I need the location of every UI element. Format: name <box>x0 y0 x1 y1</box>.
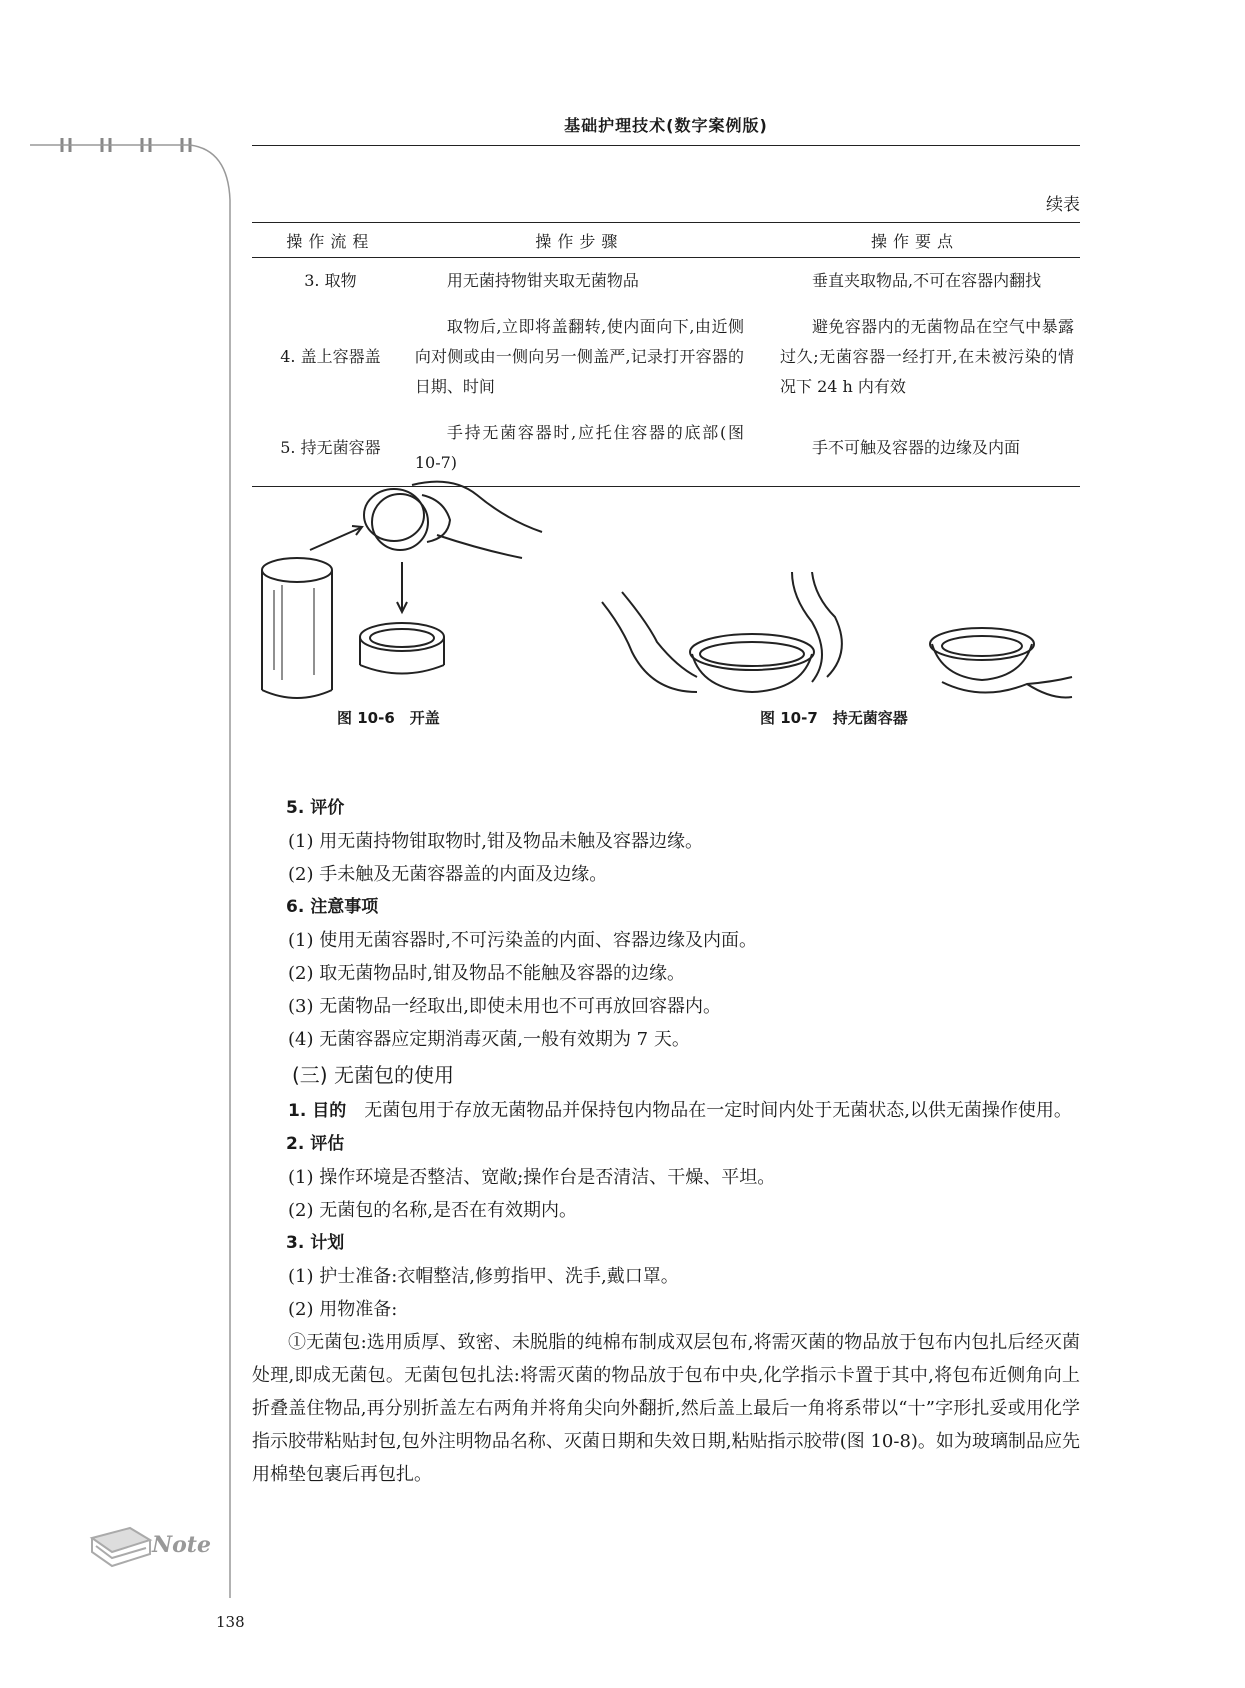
page-number: 138 <box>216 1613 245 1631</box>
table-row <box>252 258 1080 305</box>
column-header: 操作要点 <box>750 223 1080 258</box>
table-cell-step: 取物后,立即将盖翻转,使内面向下,由近侧向对侧或由一侧向另一侧盖严,记录打开容器的日期、时间 <box>414 317 744 396</box>
running-title: 基础护理技术(数字案例版) <box>564 116 768 135</box>
list-item: (1) 使用无菌容器时,不可污染盖的内面、容器边缘及内面。 <box>288 930 757 951</box>
hold-container-illustration <box>597 572 1077 722</box>
figure-caption: 图 10-6 开盖 <box>337 709 440 727</box>
paragraph <box>252 1094 1080 1128</box>
procedure-table <box>252 222 1080 487</box>
open-lid-illustration <box>252 480 572 710</box>
list-item: (2) 用物准备: <box>288 1299 398 1320</box>
list-item: (2) 无菌包的名称,是否在有效期内。 <box>288 1200 577 1221</box>
list-item: (1) 护士准备:衣帽整洁,修剪指甲、洗手,戴口罩。 <box>288 1266 679 1287</box>
table-cell-process: 5. 持无菌容器 <box>252 410 409 487</box>
body-text <box>252 792 1080 1491</box>
column-header: 操作流程 <box>252 223 409 258</box>
list-item: (3) 无菌物品一经取出,即使未用也不可再放回容器内。 <box>288 996 721 1017</box>
table-cell-key: 垂直夹取物品,不可在容器内翻找 <box>811 271 1042 290</box>
figure-caption: 图 10-7 持无菌容器 <box>760 709 908 727</box>
section-heading: 6. 注意事项 <box>286 897 379 917</box>
table-cell-process: 4. 盖上容器盖 <box>280 347 381 366</box>
margin-decoration <box>0 0 240 1688</box>
table-cell-key: 手不可触及容器的边缘及内面 <box>750 410 1080 487</box>
table-row <box>252 410 1080 487</box>
table-continued-label: 续表 <box>1046 195 1080 215</box>
paragraph-text: 无菌包用于存放无菌物品并保持包内物品在一定时间内处于无菌状态,以供无菌操作使用。 <box>346 1100 1072 1121</box>
table-cell-step: 手持无菌容器时,应托住容器的底部(图 10-7) <box>409 410 750 487</box>
list-item: (1) 操作环境是否整洁、宽敞;操作台是否清洁、干燥、平坦。 <box>288 1167 776 1188</box>
book-icon <box>92 1528 150 1566</box>
section-heading: 2. 评估 <box>286 1134 345 1154</box>
list-item: (1) 用无菌持物钳取物时,钳及物品未触及容器边缘。 <box>288 831 703 852</box>
list-item: (2) 取无菌物品时,钳及物品不能触及容器的边缘。 <box>288 963 685 984</box>
table-cell-key: 避免容器内的无菌物品在空气中暴露过久;无菌容器一经打开,在未被污染的情况下 24 h 内有效 <box>779 317 1074 396</box>
section-heading: 3. 计划 <box>286 1233 345 1253</box>
paragraph: ①无菌包:选用质厚、致密、未脱脂的纯棉布制成双层包布,将需灭菌的物品放于包布内包扎后经灭菌处理,即成无菌包。无菌包包扎法:将需灭菌的物品放于包布中央,化学指示卡置于其中,将包布近侧角向上折叠盖住物品,再分别折盖左右两角并将角尖向外翻折,然后盖上最后一角将系带以“十”字形扎妥或用化学指示胶带粘贴封包,包外注明物品名称、灭菌日期和失效日期,粘贴指示胶带(图 10-8)。如为玻璃制品应先用棉垫包裹后再包扎。 <box>252 1332 1080 1485</box>
header-rule <box>252 145 1080 146</box>
list-item: (4) 无菌容器应定期消毒灭菌,一般有效期为 7 天。 <box>288 1029 690 1050</box>
list-item: (2) 手未触及无菌容器盖的内面及边缘。 <box>288 864 608 885</box>
table-row <box>252 304 1080 410</box>
subsection-heading: (三) 无菌包的使用 <box>292 1063 454 1087</box>
table-header-row <box>252 223 1080 258</box>
table-cell-process: 3. 取物 <box>304 271 357 290</box>
table-cell-step: 用无菌持物钳夹取无菌物品 <box>446 271 639 290</box>
figure-area <box>252 480 1080 760</box>
column-header: 操作步骤 <box>409 223 750 258</box>
paragraph-lead: 1. 目的 <box>288 1101 347 1121</box>
note-label: Note <box>152 1532 211 1558</box>
section-heading: 5. 评价 <box>286 798 345 818</box>
